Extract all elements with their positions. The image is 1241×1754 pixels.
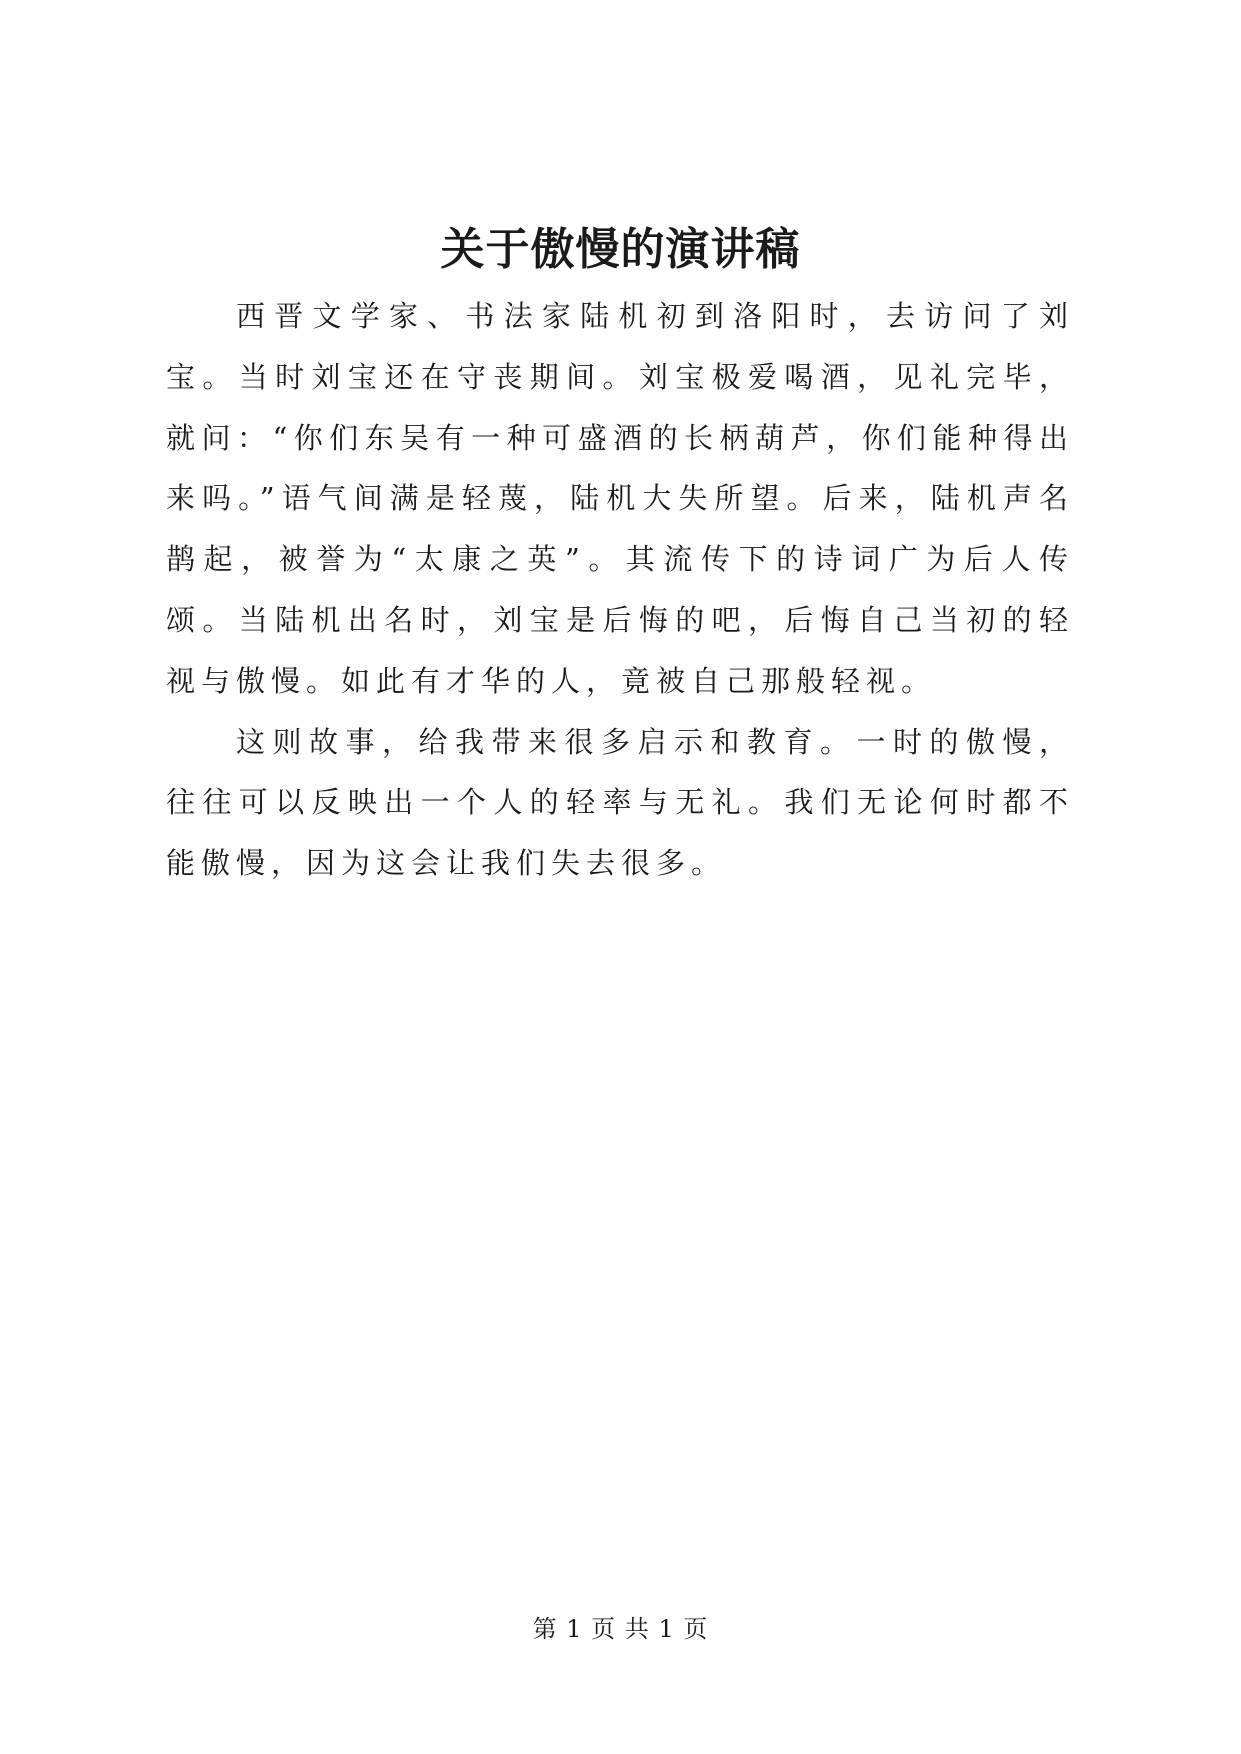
document-body [166, 286, 1074, 894]
document-title: 关于傲慢的演讲稿 [440, 224, 801, 275]
page-footer: 第 1 页 共 1 页 [532, 1615, 709, 1643]
paragraph-lesson: 这则故事，给我带来很多启示和教育。一时的傲慢，往往可以反映出一个人的轻率与无礼。我们无论何时都不能傲慢，因为这会让我们失去很多。 [166, 724, 1074, 881]
paragraph-story: 西晋文学家、书法家陆机初到洛阳时，去访问了刘宝。当时刘宝还在守丧期间。刘宝极爱喝酒，见礼完毕，就问：“你们东吴有一种可盛酒的长柄葫芦，你们能种得出来吗。”语气间满是轻蔑，陆机大失所望。后来，陆机声名鹊起，被誉为“太康之英”。其流传下的诗词广为后人传颂。当陆机出名时，刘宝是后悔的吧，后悔自己当初的轻视与傲慢。如此有才华的人，竟被自己那般轻视。 [166, 299, 1074, 698]
